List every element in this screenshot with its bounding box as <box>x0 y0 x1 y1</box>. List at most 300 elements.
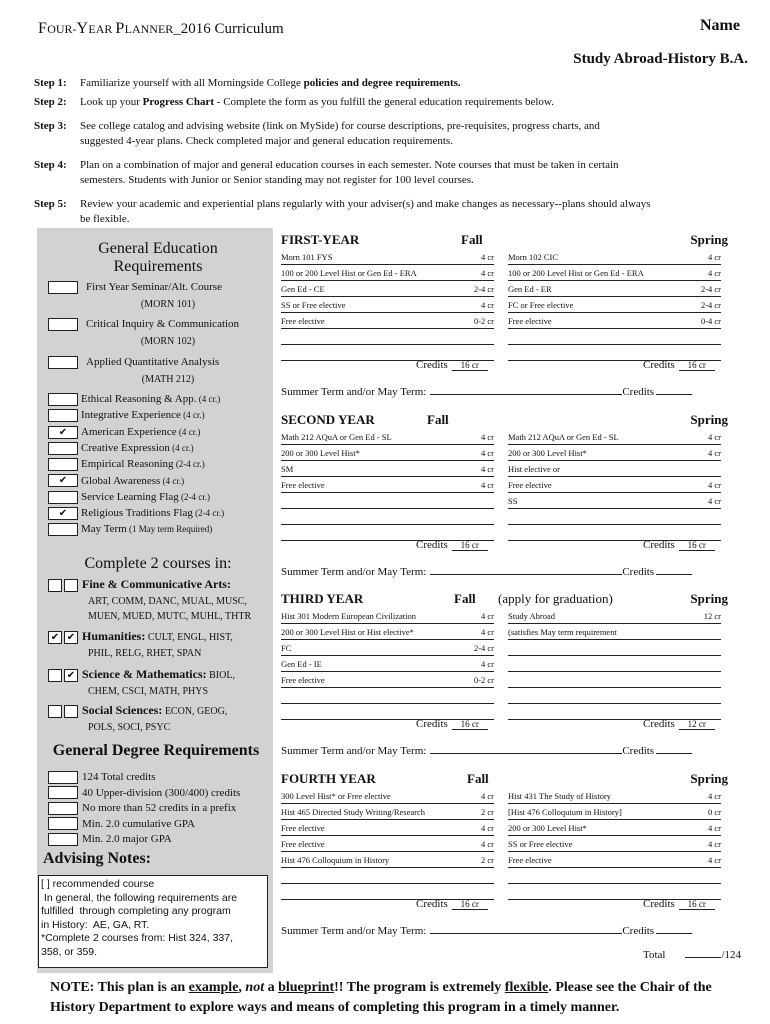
summer-credits-input[interactable] <box>656 565 692 575</box>
summer-credits-input[interactable] <box>656 744 692 754</box>
step-text: Familiarize yourself with all Morningside College <box>80 77 304 89</box>
credits-label: Credits <box>416 898 448 910</box>
course-credits: 4 cr <box>708 448 721 458</box>
checkbox[interactable] <box>48 442 78 455</box>
gen-ed-flag <box>48 490 210 504</box>
credits-label: Credits <box>643 359 675 371</box>
flag-label: Empirical Reasoning <box>81 458 174 471</box>
course-name: Free elective <box>281 316 325 326</box>
checkbox[interactable] <box>48 579 62 592</box>
area-codes: ECON, GEOG, <box>162 706 228 717</box>
fall-course-row[interactable] <box>281 249 494 265</box>
area-codes-line: MUEN, MUED, MUTC, MUHL, THTR <box>88 611 252 622</box>
credits-label: Credits <box>622 566 655 578</box>
course-name: Morn 101 FYS <box>281 252 333 262</box>
course-credits: 4 cr <box>708 252 721 262</box>
distribution-area <box>48 577 231 592</box>
area-label: Science & Mathematics: <box>82 667 207 681</box>
fall-course-row[interactable] <box>281 624 494 640</box>
step-number: Step 1: <box>34 77 67 89</box>
gen-ed-label: Critical Inquiry & Communication <box>86 318 240 330</box>
fall-course-row[interactable] <box>281 265 494 281</box>
advising-notes-box[interactable] <box>38 875 268 968</box>
summer-term-input[interactable] <box>430 565 622 575</box>
step-text-continued: suggested 4-year plans. Check completed major and general education requirements. <box>80 135 453 147</box>
fall-course-row[interactable] <box>281 313 494 329</box>
flag-label: Religious Traditions Flag <box>81 507 193 520</box>
flag-label: Global Awareness <box>81 474 161 487</box>
course-credits: 4 cr <box>481 839 494 849</box>
fall-course-row[interactable] <box>281 836 494 852</box>
course-credits: 2 cr <box>481 807 494 817</box>
course-name: Hist 301 Modern European Civilization <box>281 611 417 621</box>
checkbox[interactable] <box>48 669 62 682</box>
checkbox[interactable] <box>48 833 78 846</box>
fall-label: Fall <box>427 412 449 427</box>
checkbox[interactable] <box>48 786 78 799</box>
distribution-area <box>48 703 227 719</box>
spring-course-row[interactable] <box>508 852 721 868</box>
gen-ed-label: First Year Seminar/Alt. Course <box>86 281 222 293</box>
fall-course-row[interactable] <box>281 445 494 461</box>
checkbox[interactable]: ✔ <box>64 631 78 644</box>
spring-course-row[interactable] <box>508 836 721 852</box>
course-name: 200 or 300 Level Hist* <box>508 823 587 833</box>
checkbox[interactable]: ✔ <box>48 426 78 439</box>
checkbox[interactable]: ✔ <box>64 669 78 682</box>
spring-blank-row[interactable] <box>508 883 721 884</box>
gen-ed-flag <box>48 441 194 455</box>
fall-blank-row[interactable] <box>281 344 494 345</box>
flag-note: (4 cr.) <box>169 442 194 453</box>
course-name: 100 or 200 Level Hist or Gen Ed - ERA <box>281 268 417 278</box>
fall-course-row[interactable] <box>281 672 494 688</box>
step-number: Step 2: <box>34 96 67 108</box>
credits-label: Credits <box>416 359 448 371</box>
fall-label: Fall <box>467 771 489 786</box>
total-input[interactable] <box>685 948 721 958</box>
credits-label: Credits <box>622 386 655 398</box>
area-label: Social Sciences: <box>82 703 163 717</box>
course-name: Hist 465 Directed Study Writing/Research <box>281 807 425 817</box>
step-3 <box>34 119 734 149</box>
gen-ed-course: (MORN 102) <box>140 336 196 347</box>
course-credits: 4 cr <box>481 791 494 801</box>
general-degree-heading: General Degree Requirements <box>52 742 260 759</box>
flag-label: Service Learning Flag <box>81 490 179 503</box>
credits-label: Credits <box>643 718 675 730</box>
advising-note-line: [ ] recommended course <box>41 878 155 890</box>
name-label: Name <box>700 17 740 34</box>
gen-ed-heading: General Education <box>98 240 218 257</box>
checkbox[interactable] <box>48 491 78 504</box>
checkbox[interactable] <box>48 393 78 406</box>
area-codes: CULT, ENGL, HIST, <box>145 632 233 643</box>
course-name: Hist 431 The Study of History <box>508 791 612 801</box>
credits-label: Credits <box>643 539 675 551</box>
credits-label: Credits <box>416 539 448 551</box>
course-name: FC <box>281 643 292 653</box>
fall-blank-row[interactable] <box>281 524 494 525</box>
area-codes-line: ART, COMM, DANC, MUAL, MUSC, <box>88 596 247 607</box>
course-name: SS or Free elective <box>281 300 346 310</box>
spring-credits-value[interactable]: 16 cr <box>679 899 715 910</box>
degree-requirement-label: Min. 2.0 cumulative GPA <box>82 817 195 830</box>
course-name: Free elective <box>508 480 552 490</box>
spring-course-row[interactable] <box>508 445 721 461</box>
gen-ed-flag <box>48 392 220 406</box>
fall-course-row[interactable] <box>281 820 494 836</box>
spring-credits <box>643 718 715 730</box>
flag-note: (4 cr.) <box>160 475 185 486</box>
step-2 <box>34 95 734 110</box>
checkbox[interactable] <box>48 705 62 718</box>
gen-ed-item <box>48 317 239 331</box>
spring-blank-row[interactable] <box>508 344 721 345</box>
gen-ed-item <box>48 355 219 369</box>
course-credits: 4 cr <box>481 448 494 458</box>
spring-credits-value[interactable]: 16 cr <box>679 360 715 371</box>
course-name: Morn 102 CIC <box>508 252 559 262</box>
fall-credits-value[interactable]: 16 cr <box>452 719 488 730</box>
spring-course-row[interactable] <box>508 493 721 509</box>
gen-ed-flag <box>48 408 205 422</box>
degree-requirement-label: 40 Upper-division (300/400) credits <box>82 786 241 799</box>
flag-label: May Term <box>81 523 127 536</box>
fall-course-row[interactable] <box>281 852 494 868</box>
course-credits: 4 cr <box>708 432 721 442</box>
summer-term-row <box>281 744 692 757</box>
course-credits: 4 cr <box>481 480 494 490</box>
gen-ed-label: Applied Quantitative Analysis <box>86 356 220 368</box>
gen-ed-flag <box>48 457 205 471</box>
fall-course-row[interactable] <box>281 281 494 297</box>
summer-term-row <box>281 924 692 937</box>
course-name: Gen Ed - ER <box>508 284 552 294</box>
program-subtitle: Study Abroad-History B.A. <box>573 51 748 67</box>
course-credits: 2 cr <box>481 855 494 865</box>
degree-requirement-label: Min. 2.0 major GPA <box>82 833 172 845</box>
spring-course-row[interactable] <box>508 297 721 313</box>
fall-course-row[interactable] <box>281 429 494 445</box>
flag-note: (2-4 cr.) <box>173 459 205 470</box>
summer-term-row <box>281 385 692 398</box>
degree-requirement-label: No more than 52 credits in a prefix <box>82 802 237 814</box>
flag-note: (4 cr.) <box>176 426 201 437</box>
course-credits: 12 cr <box>703 611 721 621</box>
total-suffix: /124 <box>721 949 742 961</box>
course-name: SS or Free elective <box>508 839 573 849</box>
fall-credits <box>416 359 488 371</box>
advising-note-line: in History: AE, GA, RT. <box>41 918 150 931</box>
flag-note: (2-4 cr.) <box>178 491 210 502</box>
checkbox[interactable] <box>48 802 78 815</box>
summer-term-row <box>281 565 692 578</box>
spring-blank-row[interactable] <box>508 687 721 688</box>
fall-credits-value[interactable]: 16 cr <box>452 540 488 551</box>
course-name: Free elective <box>281 675 325 685</box>
spring-blank-row[interactable] <box>508 703 721 704</box>
flag-note: (4 cr.) <box>180 410 205 421</box>
checkbox[interactable] <box>48 356 78 369</box>
course-name: Gen Ed - CE <box>281 284 325 294</box>
summer-term-input[interactable] <box>430 744 622 754</box>
step-text: See college catalog and advising website (link on MySide) for course descriptions, pre-requisites, progress charts, and <box>80 120 600 132</box>
step-text-continued: semesters. Students with Junior or Senior standing may not register for 100 level courses. <box>80 174 474 186</box>
summer-term-label: Summer Term and/or May Term: <box>281 925 427 937</box>
checkbox[interactable]: ✔ <box>48 474 78 487</box>
course-name: Gen Ed - IE <box>281 659 322 669</box>
credits-label: Credits <box>622 925 655 937</box>
gen-ed-course: (MATH 212) <box>141 374 195 385</box>
spring-credits-value[interactable]: 12 cr <box>679 719 715 730</box>
summer-credits-input[interactable] <box>656 924 692 934</box>
flag-label: Creative Expression <box>81 441 170 454</box>
fall-course-row[interactable] <box>281 804 494 820</box>
page-title: FOUR-YEAR PLANNER_2016 Curriculum <box>38 20 284 37</box>
step-1 <box>34 76 734 91</box>
checkbox[interactable] <box>48 458 78 471</box>
course-name: Math 212 AQuA or Gen Ed - SL <box>281 432 392 442</box>
checkbox[interactable] <box>48 409 78 422</box>
course-credits: 2-4 cr <box>700 284 721 294</box>
checkbox[interactable] <box>48 281 78 294</box>
course-name: Hist 476 Colloquium in History <box>281 855 390 865</box>
spring-blank-row[interactable] <box>508 671 721 672</box>
fall-course-row[interactable] <box>281 788 494 804</box>
course-credits: 2-4 cr <box>473 643 494 653</box>
step-bold-text: Progress Chart <box>142 96 215 108</box>
fall-credits-value[interactable]: 16 cr <box>452 360 488 371</box>
flag-label: American Experience <box>81 425 177 438</box>
degree-requirement <box>48 770 156 784</box>
summer-term-label: Summer Term and/or May Term: <box>281 566 427 578</box>
area-codes: BIOL, <box>206 670 235 681</box>
advising-note-line: In general, the following requirements are <box>41 891 238 904</box>
course-name: Free elective <box>508 855 552 865</box>
step-bold-text: policies and degree requirements. <box>303 77 461 89</box>
course-credits: 4 cr <box>708 791 721 801</box>
area-codes-line: POLS, SOCI, PSYC <box>88 722 171 733</box>
complete-two-heading: Complete 2 courses in: <box>84 555 232 572</box>
checkbox[interactable] <box>64 705 78 718</box>
footer-note: NOTE: This plan is an example, not a blueprint!! The program is extremely flexible. Please see the Chair of the History Department to explore ways and means of completing this program in a timely manner. <box>50 980 712 1015</box>
summer-term-input[interactable] <box>430 385 622 395</box>
summer-term-input[interactable] <box>430 924 622 934</box>
credits-label: Credits <box>622 745 655 757</box>
course-name: FC or Free elective <box>508 300 574 310</box>
course-name: [Hist 476 Colloquium in History] <box>508 807 622 817</box>
step-text: Review your academic and experiential plans regularly with your adviser(s) and make changes as necessary--plans should always <box>80 198 651 210</box>
distribution-area <box>48 667 235 683</box>
course-credits: 4 cr <box>481 823 494 833</box>
checkbox[interactable] <box>48 318 78 331</box>
gen-ed-item <box>48 280 222 294</box>
course-credits: 4 cr <box>708 268 721 278</box>
course-name: Free elective <box>508 316 552 326</box>
step-text: Look up your <box>80 96 143 108</box>
fall-course-row[interactable] <box>281 477 494 493</box>
summer-term-label: Summer Term and/or May Term: <box>281 386 427 398</box>
gen-ed-flag <box>48 425 200 439</box>
course-name: 100 or 200 Level Hist or Gen Ed - ERA <box>508 268 644 278</box>
spring-course-row[interactable] <box>508 281 721 297</box>
credits-label: Credits <box>643 898 675 910</box>
spring-course-row[interactable] <box>508 608 721 624</box>
area-label: Fine & Communicative Arts: <box>82 577 231 591</box>
step-4 <box>34 158 734 188</box>
year-title: THIRD YEAR <box>281 591 364 606</box>
spring-course-row[interactable] <box>508 429 721 445</box>
advising-heading: Advising Notes: <box>43 850 152 867</box>
checkbox[interactable] <box>48 817 78 830</box>
fall-note: (apply for graduation) <box>498 591 613 606</box>
spring-course-row[interactable] <box>508 788 721 804</box>
spring-course-row[interactable] <box>508 624 721 640</box>
course-credits: 4 cr <box>481 464 494 474</box>
distribution-area <box>48 629 233 645</box>
total-credits <box>643 948 741 961</box>
year-title: FOURTH YEAR <box>281 771 376 786</box>
course-credits: 4 cr <box>481 300 494 310</box>
course-credits: 4 cr <box>481 611 494 621</box>
gen-ed-flag <box>48 474 184 488</box>
advising-note-line: 358, or 359. <box>41 945 98 958</box>
step-5 <box>34 197 734 227</box>
step-text-end: - Complete the form as you fulfill the general education requirements below. <box>214 96 554 108</box>
course-credits: 4 cr <box>708 839 721 849</box>
course-credits: 2-4 cr <box>700 300 721 310</box>
course-credits: 4 cr <box>481 268 494 278</box>
area-codes-line: CHEM, CSCI, MATH, PHYS <box>88 686 209 697</box>
spring-credits <box>643 359 715 371</box>
fall-course-row[interactable] <box>281 461 494 477</box>
course-name: Hist elective or <box>508 464 560 474</box>
spring-credits-value[interactable]: 16 cr <box>679 540 715 551</box>
year-title: FIRST-YEAR <box>281 232 360 247</box>
credits-label: Credits <box>416 718 448 730</box>
spring-credits <box>643 898 715 910</box>
course-name: Study Abroad <box>508 611 555 621</box>
course-credits: 4 cr <box>481 659 494 669</box>
course-name: 200 or 300 Level Hist* <box>281 448 360 458</box>
degree-requirement <box>48 801 236 815</box>
total-label: Total <box>643 949 666 961</box>
course-name: Math 212 AQuA or Gen Ed - SL <box>508 432 619 442</box>
area-codes-line: PHIL, RELG, RHET, SPAN <box>88 648 202 659</box>
flag-label: Ethical Reasoning & App. <box>81 393 197 405</box>
spring-course-row[interactable] <box>508 313 721 329</box>
gen-ed-flag <box>48 522 212 536</box>
course-credits: 0 cr <box>708 807 721 817</box>
area-label: Humanities: <box>82 629 146 643</box>
course-name: (satisfies May term requirement <box>508 627 617 637</box>
fall-course-row[interactable] <box>281 640 494 656</box>
advising-note-line: fulfilled through completing any program <box>41 905 231 917</box>
spring-credits <box>643 539 715 551</box>
course-credits: 4 cr <box>708 855 721 865</box>
degree-requirement <box>48 832 172 846</box>
fall-course-row[interactable] <box>281 297 494 313</box>
course-credits: 4 cr <box>481 432 494 442</box>
spring-course-row[interactable] <box>508 249 721 265</box>
course-name: SM <box>281 464 294 474</box>
step-number: Step 4: <box>34 159 67 171</box>
spring-blank-row[interactable] <box>508 655 721 656</box>
step-text-continued: be flexible. <box>80 213 130 225</box>
spring-label: Spring <box>690 771 728 786</box>
course-name: 200 or 300 Level Hist or Hist elective* <box>281 627 414 637</box>
fall-blank-row[interactable] <box>281 703 494 704</box>
fall-course-row[interactable] <box>281 608 494 624</box>
course-name: Free elective <box>281 480 325 490</box>
course-name: Free elective <box>281 839 325 849</box>
course-credits: 2-4 cr <box>473 284 494 294</box>
degree-requirement <box>48 786 240 800</box>
course-credits: 0-2 cr <box>473 675 494 685</box>
gen-ed-heading-2: Requirements <box>113 258 203 275</box>
checkbox[interactable]: ✔ <box>48 507 78 520</box>
step-number: Step 3: <box>34 120 67 132</box>
checkbox[interactable] <box>64 579 78 592</box>
course-name: 300 Level Hist* or Free elective <box>281 791 391 801</box>
flag-label: Integrative Experience <box>81 409 181 422</box>
advising-note-line: *Complete 2 courses from: Hist 324, 337, <box>41 932 234 944</box>
course-credits: 4 cr <box>708 480 721 490</box>
checkbox[interactable]: ✔ <box>48 631 62 644</box>
flag-note: (4 cr.) <box>196 394 221 404</box>
fall-label: Fall <box>461 232 483 247</box>
checkbox[interactable] <box>48 523 78 536</box>
flag-note: (2-4 cr.) <box>192 508 225 519</box>
course-name: 200 or 300 Level Hist* <box>508 448 587 458</box>
course-credits: 4 cr <box>708 496 721 506</box>
fall-credits <box>416 898 488 910</box>
course-name: Free elective <box>281 823 325 833</box>
degree-requirement-label: 124 Total credits <box>82 771 156 783</box>
course-credits: 4 cr <box>481 627 494 637</box>
summer-term-label: Summer Term and/or May Term: <box>281 745 427 757</box>
course-credits: 0-4 cr <box>700 316 721 326</box>
course-credits: 4 cr <box>481 252 494 262</box>
course-name: SS <box>508 496 518 506</box>
year-title: SECOND YEAR <box>281 412 375 427</box>
step-text: Plan on a combination of major and general education courses in each semester. Note courses that must be taken in certain <box>80 159 619 171</box>
spring-label: Spring <box>690 412 728 427</box>
spring-course-row[interactable] <box>508 461 721 477</box>
summer-credits-input[interactable] <box>656 385 692 395</box>
flag-note: (1 May term Required) <box>126 524 213 535</box>
gen-ed-flag <box>48 506 224 520</box>
spring-blank-row[interactable] <box>508 524 721 525</box>
spring-course-row[interactable] <box>508 477 721 493</box>
spring-label: Spring <box>690 591 728 606</box>
fall-course-row[interactable] <box>281 656 494 672</box>
fall-credits-value[interactable]: 16 cr <box>452 899 488 910</box>
fall-credits <box>416 718 488 730</box>
spring-course-row[interactable] <box>508 804 721 820</box>
course-credits: 0-2 cr <box>473 316 494 326</box>
fall-blank-row[interactable] <box>281 883 494 884</box>
spring-course-row[interactable] <box>508 265 721 281</box>
spring-course-row[interactable] <box>508 820 721 836</box>
checkbox[interactable] <box>48 771 78 784</box>
spring-label: Spring <box>690 232 728 247</box>
step-number: Step 5: <box>34 198 67 210</box>
fall-blank-row[interactable] <box>281 508 494 509</box>
degree-requirement <box>48 817 195 831</box>
gen-ed-course: (MORN 101) <box>140 299 196 310</box>
